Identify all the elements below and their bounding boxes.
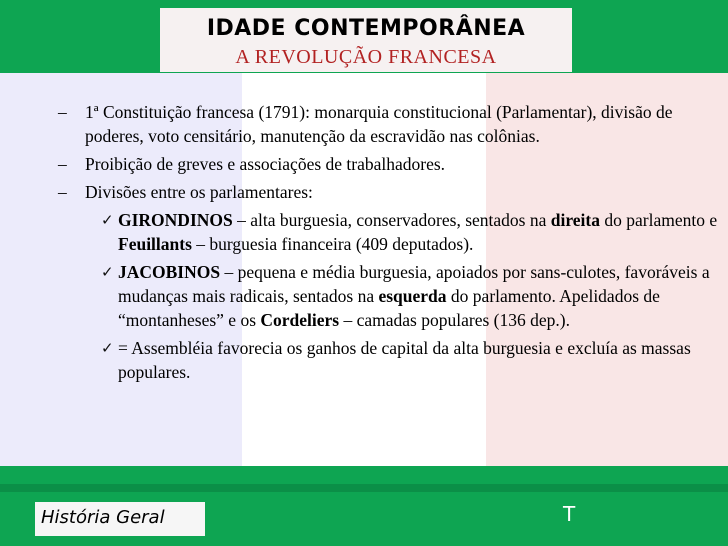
term-direita: direita xyxy=(550,210,600,230)
sub-bullet-item xyxy=(85,336,718,384)
checkmark-icon: ✓ xyxy=(101,339,114,357)
bullet-item xyxy=(58,100,718,148)
term-girondinos: GIRONDINOS xyxy=(118,210,233,230)
checkmark-icon: ✓ xyxy=(101,263,114,281)
bullet-text: Proibição de greves e associações de trabalhadores. xyxy=(85,154,446,174)
sub-text: – alta burguesia, conservadores, sentados na xyxy=(232,210,551,230)
footer-label-box xyxy=(35,502,205,536)
dash-bullet: – xyxy=(58,182,67,202)
sub-text: do parlamento. Apelidados de “montanheses” e os xyxy=(118,286,660,330)
title-box xyxy=(160,8,572,72)
footer-label: História Geral xyxy=(41,507,165,528)
sub-text: do parlamento e xyxy=(600,210,718,230)
term-cordeliers: Cordeliers xyxy=(260,310,340,330)
checkmark-icon: ✓ xyxy=(101,211,114,229)
slide-content xyxy=(58,100,718,388)
bullet-item xyxy=(58,180,718,204)
term-feuillants: Feuillants xyxy=(118,234,192,254)
page-subtitle: A REVOLUÇÃO FRANCESA xyxy=(235,46,497,68)
term-esquerda: esquerda xyxy=(378,286,447,306)
bullet-item xyxy=(58,152,718,176)
footer-logo-box xyxy=(561,500,728,540)
bullet-text: 1ª Constituição francesa (1791): monarquia constitucional (Parlamentar), divisão de poderes, voto censitário, manutenção da escravidão nas colônias. xyxy=(85,102,673,146)
bullet-text: Divisões entre os parlamentares: xyxy=(85,182,313,202)
sub-list xyxy=(85,208,718,384)
footer-bar xyxy=(0,466,728,546)
footer-stripe xyxy=(0,484,728,492)
sub-text: – pequena e média burguesia, apoiados por sans-culotes, favoráveis a mudanças mais radicais, sentados na xyxy=(118,262,710,306)
sub-text: – camadas populares (136 dep.). xyxy=(339,310,570,330)
sub-text: – burguesia financeira (409 deputados). xyxy=(191,234,474,254)
sub-bullet-item xyxy=(85,260,718,332)
page-title: IDADE CONTEMPORÂNEA xyxy=(206,16,526,41)
footer-logo-glyph: T xyxy=(563,502,576,526)
dash-bullet: – xyxy=(58,154,67,174)
header-bar xyxy=(0,0,728,73)
sub-text: = Assembléia favorecia os ganhos de capital da alta burguesia e excluía as massas populares. xyxy=(118,338,691,382)
sub-bullet-item xyxy=(85,208,718,256)
dash-bullet: – xyxy=(58,102,67,122)
term-jacobinos: JACOBINOS xyxy=(118,262,221,282)
